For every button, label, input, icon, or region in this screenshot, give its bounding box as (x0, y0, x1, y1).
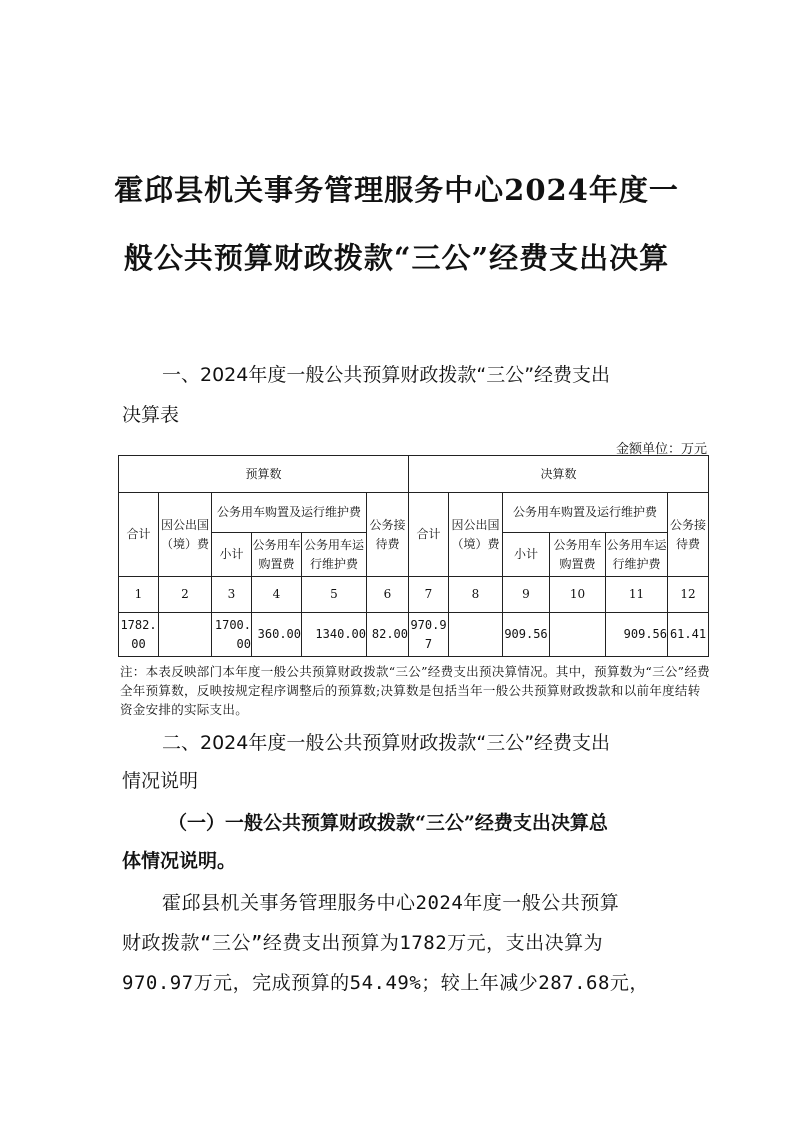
index-cell: 8 (449, 577, 503, 613)
index-cell: 9 (503, 577, 550, 613)
header-final: 决算数 (409, 456, 709, 493)
section-1-heading: 一、2024年度一般公共预算财政拨款“三公”经费支出 (162, 364, 611, 386)
data-cell: 1782.00 (119, 613, 159, 657)
data-row (119, 613, 709, 657)
header-subtotal: 小计 (212, 533, 252, 577)
data-cell (159, 613, 212, 657)
index-cell: 5 (302, 577, 367, 613)
header-abroad: 因公出国（境）费 (159, 493, 212, 577)
paragraph-line: 970.97万元，完成预算的54.49%；较上年减少287.68元， (122, 972, 649, 994)
header-car-maint: 公务用车运行维护费 (302, 533, 367, 577)
header-reception: 公务接待费 (367, 493, 409, 577)
header-car-purchase: 公务用车购置费 (550, 533, 606, 577)
data-cell: 360.00 (252, 613, 302, 657)
table-note: 注：本表反映部门本年度一般公共预算财政拨款“三公”经费支出预决算情况。其中，预算数为“三公”经费全年预算数，反映按规定程序调整后的预算数;决算数是包括当年一般公共预算财政拨款和以前年度结转资金安排的实际支出。 (120, 664, 710, 717)
data-cell: 1340.00 (302, 613, 367, 657)
index-cell: 10 (550, 577, 606, 613)
subsection-1-heading-cont: 体情况说明。 (122, 850, 237, 872)
index-cell: 7 (409, 577, 449, 613)
index-row (119, 577, 709, 613)
header-total: 合计 (119, 493, 159, 577)
document-title-line-2: 般公共预算财政拨款“三公”经费支出决算 (123, 241, 670, 275)
index-cell: 1 (119, 577, 159, 613)
index-cell: 3 (212, 577, 252, 613)
unit-label: 金额单位：万元 (615, 442, 707, 457)
header-abroad: 因公出国（境）费 (449, 493, 503, 577)
data-cell: 970.97 (409, 613, 449, 657)
document-title-line-1: 霍邱县机关事务管理服务中心2024年度一 (114, 173, 679, 207)
header-budget: 预算数 (119, 456, 409, 493)
header-car-group: 公务用车购置及运行维护费 (212, 493, 367, 533)
data-cell: 1700.00 (212, 613, 252, 657)
data-cell: 909.56 (503, 613, 550, 657)
subsection-1-heading: （一）一般公共预算财政拨款“三公”经费支出决算总 (168, 812, 608, 834)
data-cell: 82.00 (367, 613, 409, 657)
index-cell: 2 (159, 577, 212, 613)
section-1-heading-cont: 决算表 (122, 404, 180, 426)
data-cell: 909.56 (606, 613, 668, 657)
header-reception: 公务接待费 (668, 493, 709, 577)
data-cell (449, 613, 503, 657)
section-2-heading-cont: 情况说明 (122, 770, 199, 792)
index-cell: 6 (367, 577, 409, 613)
index-cell: 12 (668, 577, 709, 613)
header-car-group: 公务用车购置及运行维护费 (503, 493, 668, 533)
data-cell (550, 613, 606, 657)
header-car-maint: 公务用车运行维护费 (606, 533, 668, 577)
paragraph-line: 霍邱县机关事务管理服务中心2024年度一般公共预算 (162, 892, 620, 914)
index-cell: 4 (252, 577, 302, 613)
section-2-heading: 二、2024年度一般公共预算财政拨款“三公”经费支出 (162, 732, 611, 754)
header-total: 合计 (409, 493, 449, 577)
header-subtotal: 小计 (503, 533, 550, 577)
three-public-expenses-table (118, 455, 709, 657)
index-cell: 11 (606, 577, 668, 613)
paragraph-line: 财政拨款“三公”经费支出预算为1782万元，支出决算为 (122, 932, 604, 954)
header-car-purchase: 公务用车购置费 (252, 533, 302, 577)
data-cell: 61.41 (668, 613, 709, 657)
